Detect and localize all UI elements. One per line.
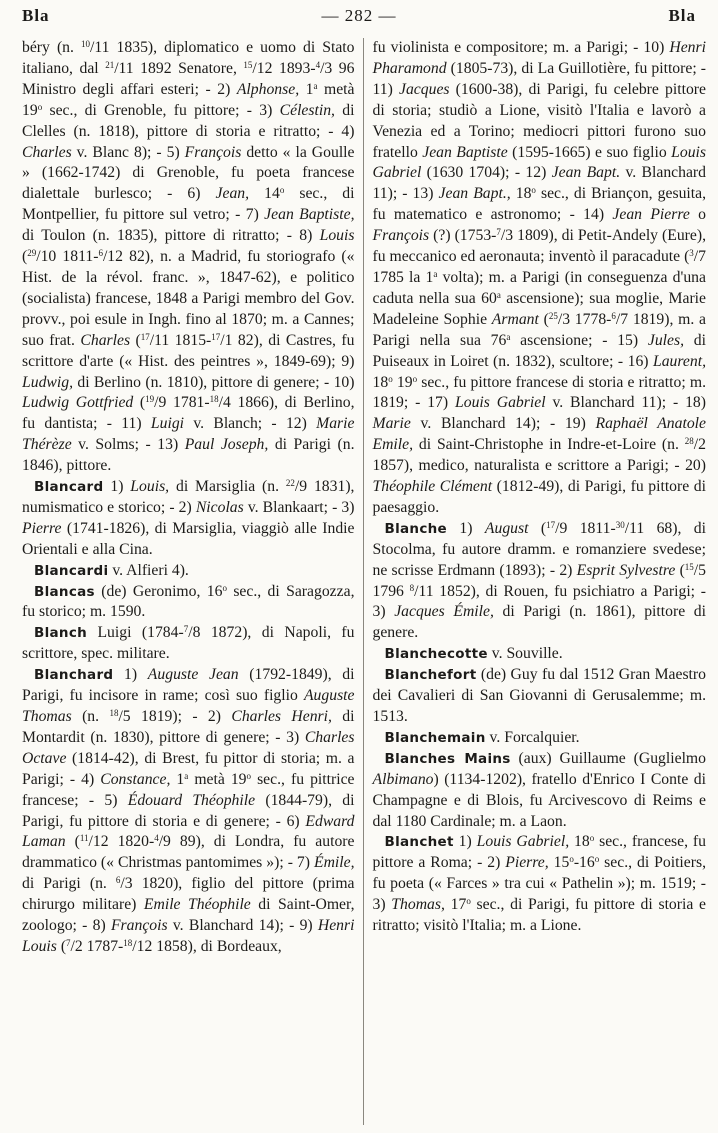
- dictionary-entry: [373, 38, 707, 519]
- entry-text: metà 19: [188, 770, 247, 788]
- entry-text: sec., di Grenoble, fu pittore; - 3): [42, 101, 280, 119]
- entry-text: (: [538, 310, 549, 328]
- entry-text: (1741-1826), di Marsiglia, viaggiò alle Indie Orientali e alla Cina.: [22, 519, 355, 558]
- italic-name: Jean Pierre: [612, 206, 690, 224]
- italic-name: Jean,: [215, 185, 250, 203]
- superscript: 7: [183, 624, 189, 635]
- entry-text: 14: [249, 185, 280, 203]
- italic-name: Édouard Théophile: [127, 791, 256, 809]
- italic-name: Ludwig,: [22, 373, 73, 391]
- entry-text: sec., di Montpellier, fu pittore sul vetro; - 7): [22, 185, 355, 224]
- entry-text: 1): [113, 666, 148, 684]
- entry-text: sec., di Parigi, fu pittore di storia e ritratto; visitò l'Italia; m. a Lione.: [372, 896, 706, 935]
- dictionary-entry: [373, 728, 707, 749]
- superscript: 18: [209, 394, 219, 405]
- entry-text: /5 1819); - 2): [118, 708, 232, 725]
- superscript: 17: [140, 331, 150, 342]
- entry-text: detto « la Goulle » (1662-1742) di Grenoble, fu poeta francese dialettale burlesco; - 6): [22, 143, 355, 203]
- superscript: o: [222, 582, 227, 593]
- guide-word-left: Bla: [22, 6, 50, 25]
- entry-text: (1805-73), di La Guillotière, fu pittore; - 11): [372, 59, 706, 98]
- italic-name: Auguste Jean: [147, 666, 239, 684]
- entry-text: v. Solms; - 13): [71, 436, 185, 454]
- superscript: 6: [611, 310, 616, 321]
- entry-text: béry (n.: [22, 39, 82, 56]
- italic-name: Albimano: [372, 770, 434, 788]
- entry-text: 1): [453, 833, 477, 851]
- italic-name: Alphonse,: [236, 80, 300, 98]
- entry-text: /11 1852), di Rouen, fu psichiatro a Parigi; - 3): [372, 582, 706, 621]
- entry-text: 15: [548, 854, 570, 872]
- superscript: 7: [496, 227, 501, 238]
- superscript: 17: [546, 519, 556, 530]
- entry-text: /2 1857), medico, naturalista e scrittore a Parigi; - 20): [372, 436, 706, 475]
- entry-text: (aux) Guillaume (Guglielmo: [510, 749, 706, 767]
- superscript: 21: [105, 59, 115, 70]
- entry-text: 1: [299, 80, 314, 98]
- italic-name: Laurent,: [652, 352, 706, 370]
- entry-text: (de) Geronimo, 16: [94, 582, 223, 600]
- italic-name: Paul Joseph,: [184, 436, 269, 454]
- entry-text: sec., fu pittore francese di storia e ritratto; m. 1819; - 17): [372, 373, 706, 412]
- superscript: 3: [689, 248, 694, 259]
- superscript: o: [37, 101, 43, 112]
- entry-text: di Parigi (n. 1846), pittore.: [22, 436, 355, 475]
- entry-text: di Marsiglia (n.: [169, 478, 286, 496]
- italic-name: Louis Gabriel: [372, 143, 706, 182]
- italic-name: Jacques: [398, 80, 450, 98]
- entry-text: 18: [569, 833, 590, 851]
- dictionary-entry: [373, 644, 707, 665]
- entry-text: di Parigi (n. 1861), pittore di genere.: [372, 603, 706, 642]
- entry-text: /5 1796: [372, 561, 706, 600]
- superscript: 29: [27, 248, 37, 259]
- superscript: 6: [98, 248, 103, 259]
- entry-text: sec., di Poitiers, fu poeta (« Farces » tra cui « Pathelin »); m. 1519; - 3): [372, 854, 706, 914]
- italic-name: Emile Théophile: [143, 896, 251, 914]
- entry-text: ) (1134-1202), fratello d'Enrico I Conte di Champagne e di Blois, fu Arcivescovo di Reims e dal 1180 Cardinale; m. a Laon.: [372, 770, 706, 830]
- entry-text: sec., di Saragozza, fu storico; m. 1590.: [22, 582, 355, 621]
- entry-text: v. Souville.: [487, 645, 563, 663]
- dictionary-entry: [22, 38, 355, 477]
- entry-text: /1 82), di Castres, fu scrittore d'arte (« Hist. des peintres », 1849-69); 9): [22, 331, 355, 370]
- superscript: 30: [615, 519, 625, 530]
- dictionary-entry: [22, 582, 355, 624]
- entry-text: /9 1811-: [555, 519, 616, 537]
- superscript: a: [506, 331, 511, 342]
- entry-text: /11 1892 Senatore,: [114, 59, 244, 77]
- entry-text: (: [22, 248, 28, 266]
- entry-text: di Berlino (n. 1810), pittore di genere; - 10): [73, 373, 355, 391]
- entry-text: /3 96 Ministro degli affari esteri; - 2): [22, 59, 355, 98]
- entry-text: /11 68), di Stocolma, fu autore dramm. e romanziere svedese; ne scrisse Erdmann (1893); - 2): [372, 519, 706, 579]
- entry-headword: Blancas: [34, 583, 95, 600]
- entry-text: di Parigi (n.: [22, 875, 116, 893]
- entry-text: /11 1815-: [149, 331, 212, 349]
- entry-text: v. Blanc 8); - 5): [71, 143, 185, 161]
- entry-text: v. Blankaart; - 3): [243, 498, 355, 516]
- entry-text: 18: [510, 185, 532, 203]
- dictionary-entry: [22, 561, 355, 582]
- superscript: 28: [684, 436, 694, 447]
- italic-name: Auguste Thomas: [22, 687, 355, 725]
- italic-name: Jean Baptiste,: [264, 206, 355, 224]
- entry-text: /12 1858), di Bordeaux,: [132, 937, 282, 955]
- entry-headword: Blanchet: [384, 834, 454, 851]
- superscript: 6: [115, 875, 121, 886]
- entry-text: ascensione; - 15): [510, 331, 648, 349]
- entry-text: /11 1835), diplomatico e uomo di Stato italiano, dal: [22, 39, 355, 77]
- entry-text: v. Alfieri 4).: [108, 561, 189, 579]
- entry-headword: Blanches Mains: [384, 750, 511, 767]
- entry-text: v. Blanchard 11); - 18): [545, 394, 706, 412]
- italic-name: François: [372, 227, 430, 245]
- entry-text: sec., francese, fu pittore a Roma; - 2): [372, 833, 706, 872]
- entry-text: v. Blanch; - 12): [184, 415, 317, 433]
- superscript: o: [279, 185, 285, 196]
- entry-text: o: [689, 206, 706, 224]
- dictionary-entry: [373, 832, 707, 937]
- entry-text: di Clelles (n. 1818), pittore di storia e ritratto; - 4): [22, 101, 355, 140]
- italic-name: August: [484, 519, 529, 537]
- superscript: 4: [315, 59, 321, 70]
- italic-name: Jacques Émile,: [394, 603, 494, 621]
- italic-name: Edward Laman: [22, 812, 355, 851]
- italic-name: François: [110, 917, 168, 935]
- italic-name: Charles Henri,: [231, 708, 332, 725]
- page-number: — 282 —: [321, 6, 397, 25]
- entry-text: v. Blanchard 14); - 19): [410, 415, 596, 433]
- superscript: a: [496, 289, 501, 300]
- italic-name: Émile,: [313, 854, 355, 872]
- entry-text: 1): [447, 519, 485, 537]
- italic-name: Pierre,: [505, 854, 549, 872]
- entry-text: /7 1785 la 1: [372, 248, 706, 286]
- superscript: a: [433, 268, 438, 279]
- italic-name: Charles Octave: [22, 728, 355, 767]
- entry-text: v. Forcalquier.: [485, 728, 580, 746]
- dictionary-entry: [373, 749, 707, 833]
- superscript: a: [313, 80, 318, 91]
- entry-text: /3 1820), figlio del pittore (prima chirurgo militare): [22, 875, 355, 914]
- entry-text: (1814-42), di Brest, fu pittor di storia; m. a Parigi; - 4): [22, 749, 355, 788]
- superscript: o: [246, 770, 252, 781]
- entry-text: sec., di Briançon, gesuita, fu matematico e astronomo; - 14): [372, 185, 706, 224]
- entry-headword: Blanch: [34, 625, 88, 642]
- entry-text: /9 1831), numismatico e storico; - 2): [22, 478, 355, 516]
- superscript: o: [531, 185, 536, 196]
- entry-text: 19: [392, 373, 413, 391]
- entry-text: (1600-38), di Parigi, fu celebre pittore di storia; studiò a Lione, visitò l'Italia e lavorò a Venezia ed a Torino; mediocri pittori furono suo fratello: [372, 80, 706, 161]
- entry-text: /12 1893-: [252, 59, 316, 77]
- italic-name: Constance,: [100, 770, 171, 788]
- entry-text: di Saint-Christophe in Indre-et-Loire (n.: [413, 436, 685, 454]
- superscript: 19: [145, 394, 155, 405]
- entry-text: di Saint-Omer, zoologo; - 8): [22, 896, 355, 935]
- entry-headword: Blanchard: [34, 667, 114, 684]
- italic-name: Armant: [491, 310, 539, 328]
- superscript: 15: [243, 59, 253, 70]
- entry-text: /3 1778-: [557, 310, 612, 328]
- italic-name: Louis,: [130, 478, 170, 496]
- superscript: 18: [123, 937, 133, 948]
- superscript: 17: [211, 331, 221, 342]
- italic-name: Jean Bapt.: [551, 164, 621, 182]
- entry-text: (1812-49), di Parigi, fu pittore di paesaggio.: [372, 478, 706, 516]
- entry-text: ascensione); sua moglie, Marie Madeleine Sophie: [372, 289, 706, 328]
- entry-headword: Blanchefort: [384, 667, 477, 684]
- entry-text: (1792-1849), di Parigi, fu incisore in rame; così suo figlio: [22, 666, 355, 705]
- italic-name: Louis Gabriel,: [476, 833, 570, 851]
- entry-text: (: [133, 394, 146, 412]
- italic-name: Jean Bapt.,: [438, 185, 511, 203]
- superscript: 18: [109, 708, 119, 718]
- superscript: 22: [285, 478, 295, 489]
- italic-name: Célestin,: [279, 101, 335, 119]
- entry-text: fu violinista e compositore; m. a Parigi; - 10): [372, 39, 670, 56]
- italic-name: Charles: [80, 331, 131, 349]
- entry-text: 18: [372, 373, 389, 391]
- italic-name: Jules,: [647, 331, 685, 349]
- superscript: 25: [548, 310, 558, 321]
- entry-text: /12 82), n. a Madrid, fu storiografo (« Hist. de la révol. franc. », 1847-62), e politico (socialista) francese, 1848 a Parigi membro del Gov. provv., poi esule in Ingh. fino al 1870; m. a Cannes; suo frat.: [22, 248, 355, 349]
- italic-name: Charles: [22, 143, 72, 161]
- italic-name: Nicolas: [195, 498, 244, 516]
- entry-text: metà 19: [22, 80, 355, 119]
- italic-name: Marie: [372, 415, 411, 433]
- superscript: o: [589, 833, 595, 844]
- entry-text: /12 1820-: [88, 833, 155, 851]
- entry-text: (: [675, 561, 685, 579]
- entry-text: /10 1811-: [36, 248, 99, 266]
- superscript: 15: [684, 561, 694, 572]
- italic-name: Théophile Clément: [372, 478, 493, 496]
- entry-text: 1: [170, 770, 185, 788]
- dictionary-entry: [22, 623, 355, 665]
- entry-text: /2 1787-: [70, 937, 124, 955]
- entry-text: (de) Guy fu dal 1512 Gran Maestro dei Cavalieri di San Giovanni di Gerusalemme; m. 1513.: [372, 666, 706, 725]
- entry-text: (?) (1753-: [429, 227, 497, 245]
- italic-name: Ludwig Gottfried: [22, 394, 134, 412]
- superscript: o: [569, 854, 574, 865]
- entry-headword: Blanche: [384, 520, 448, 537]
- entry-text: (1595-1665) e suo figlio: [507, 143, 672, 161]
- entry-text: (: [130, 331, 141, 349]
- entry-text: (: [528, 519, 547, 537]
- superscript: 4: [154, 833, 159, 844]
- italic-name: François: [184, 143, 242, 161]
- italic-name: Thomas,: [391, 896, 445, 914]
- superscript: 11: [79, 833, 89, 844]
- left-column: [22, 38, 363, 1125]
- entry-text: /3 1809), di Petit-Andely (Eure), fu meccanico ed aeronauta; inventò il paracadute (: [372, 227, 706, 266]
- superscript: o: [594, 854, 600, 865]
- italic-name: Luigi: [150, 415, 185, 433]
- italic-name: Esprit Sylvestre: [576, 561, 676, 579]
- superscript: o: [466, 896, 471, 907]
- page-header: [22, 2, 696, 30]
- entry-headword: Blanchemain: [384, 729, 486, 746]
- entry-text: /9 1781-: [154, 394, 210, 412]
- entry-text: 1): [103, 478, 131, 496]
- entry-headword: Blancard: [34, 479, 104, 496]
- entry-text: -16: [573, 854, 595, 872]
- entry-text: di Toulon (n. 1835), pittore di ritratto; - 8): [22, 227, 320, 245]
- italic-name: Henri Louis: [22, 917, 355, 955]
- entry-text: v. Blanchard 11); - 13): [372, 164, 706, 203]
- superscript: o: [412, 373, 418, 384]
- entry-text: sec., fu pittrice francese; - 5): [22, 770, 355, 809]
- entry-text: /8 1872), di Napoli, fu scrittore, spec. militare.: [22, 624, 355, 663]
- entry-text: /9 89), di Londra, fu autore drammatico (« Christmas pantomimes »); - 7): [22, 833, 355, 872]
- italic-name: Jean Baptiste: [422, 143, 508, 161]
- superscript: a: [184, 770, 189, 781]
- italic-name: Henri Pharamond: [372, 39, 706, 77]
- entry-text: /4 1866), di Berlino, fu dantista; - 11): [22, 394, 355, 433]
- dictionary-entry: [22, 665, 355, 958]
- entry-text: di Puiseaux in Loiret (n. 1832), scultore; - 16): [372, 331, 706, 370]
- entry-text: v. Blanchard 14); - 9): [167, 917, 318, 935]
- italic-name: Louis: [319, 227, 355, 245]
- superscript: 7: [66, 937, 71, 948]
- entry-text: volta); m. a Parigi (in conseguenza d'una caduta nella sua 60: [372, 268, 706, 307]
- entry-text: Luigi (1784-: [87, 624, 184, 642]
- entry-text: (1630 1704); - 12): [421, 164, 552, 182]
- entry-text: 17: [444, 896, 467, 914]
- entry-text: (: [56, 937, 67, 955]
- right-column: [363, 38, 707, 1125]
- superscript: 10: [81, 39, 91, 49]
- dictionary-entry: [373, 665, 707, 728]
- italic-name: Raphaël Anatole Emile,: [372, 415, 706, 454]
- superscript: o: [388, 373, 393, 384]
- dictionary-entry: [373, 519, 707, 644]
- entry-text: (: [65, 833, 80, 851]
- italic-name: Pierre: [22, 519, 62, 537]
- entry-text: di Montardit (n. 1830), pittore di genere; - 3): [22, 708, 355, 746]
- entry-headword: Blanchecotte: [384, 646, 488, 663]
- entry-text: /7 1819), m. a Parigi nella sua 76: [372, 310, 706, 349]
- guide-word-right: Bla: [668, 6, 696, 25]
- superscript: 8: [409, 582, 415, 593]
- entry-headword: Blancardi: [34, 562, 109, 579]
- entry-text: (n.: [71, 708, 110, 725]
- text-columns: [22, 38, 706, 1125]
- dictionary-entry: [22, 477, 355, 561]
- italic-name: Marie Thérèze: [22, 415, 355, 454]
- entry-text: (1844-79), di Parigi, fu pittore di storia e di genere; - 6): [22, 791, 355, 830]
- italic-name: Louis Gabriel: [455, 394, 546, 412]
